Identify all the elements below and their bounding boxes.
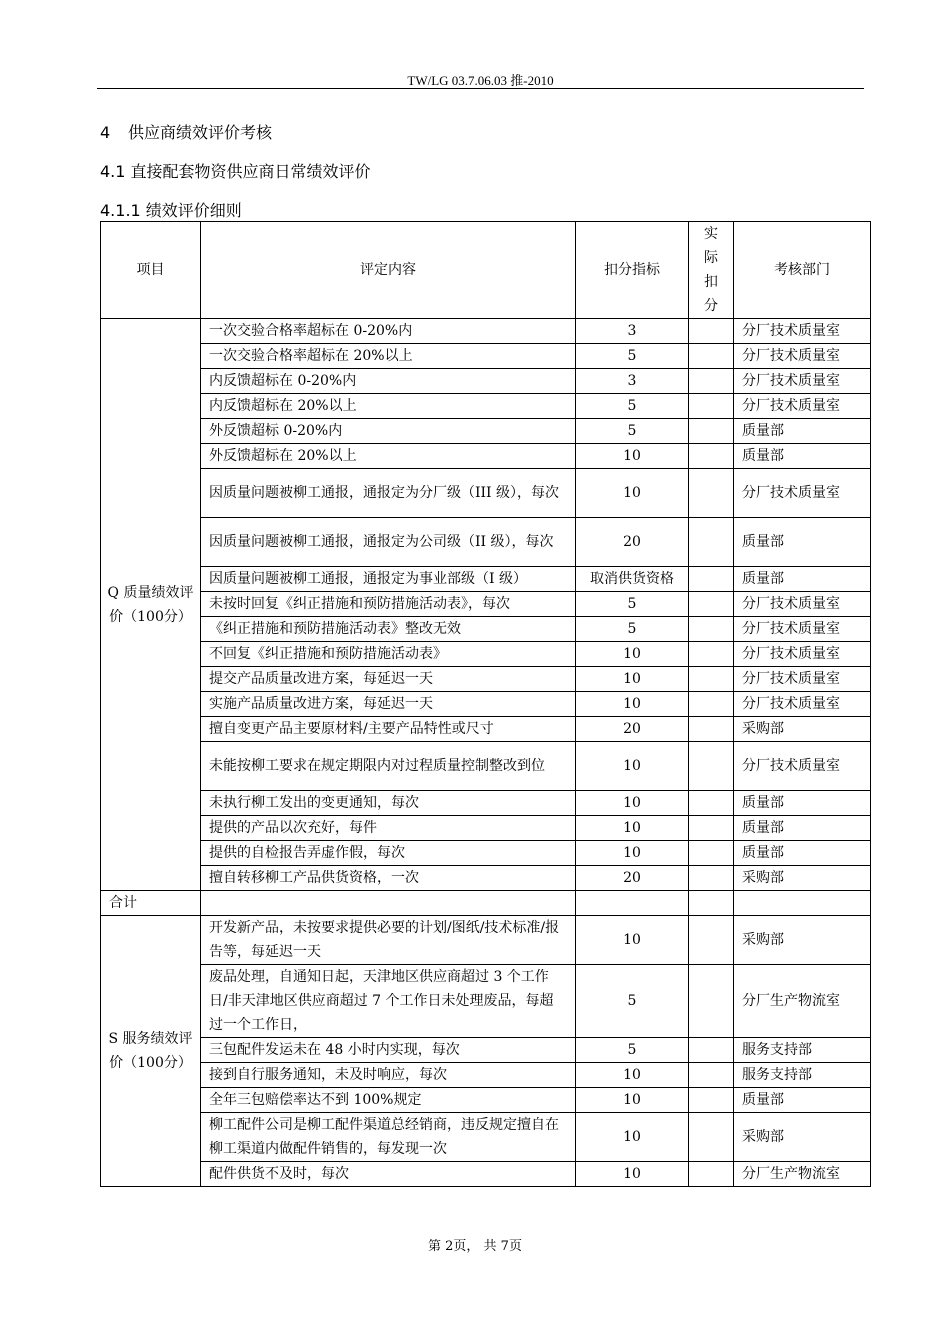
criteria-cell: 内反馈超标在 20%以上 bbox=[201, 394, 576, 419]
actual-deduct-cell bbox=[689, 444, 734, 469]
table-row bbox=[101, 816, 871, 841]
criteria-cell: 不回复《纠正措施和预防措施活动表》 bbox=[201, 642, 576, 667]
department-cell: 采购部 bbox=[734, 717, 871, 742]
points-cell: 10 bbox=[576, 816, 689, 841]
criteria-cell: 实施产品质量改进方案，每延迟一天 bbox=[201, 692, 576, 717]
criteria-cell: 外反馈超标 0-20%内 bbox=[201, 419, 576, 444]
department-cell: 服务支持部 bbox=[734, 1063, 871, 1088]
header-deduct-index: 扣分指标 bbox=[576, 222, 689, 319]
points-cell: 3 bbox=[576, 319, 689, 344]
actual-deduct-cell bbox=[689, 1113, 734, 1162]
table-row bbox=[101, 394, 871, 419]
table-row bbox=[101, 717, 871, 742]
section-title: 供应商绩效评价考核 bbox=[128, 123, 273, 142]
department-cell: 分厂技术质量室 bbox=[734, 742, 871, 791]
table-row bbox=[101, 642, 871, 667]
header-department: 考核部门 bbox=[734, 222, 871, 319]
section-label-cell: S 服务绩效评价（100分） bbox=[101, 916, 201, 1187]
criteria-cell: 内反馈超标在 0-20%内 bbox=[201, 369, 576, 394]
actual-deduct-cell bbox=[689, 1162, 734, 1187]
points-cell: 10 bbox=[576, 791, 689, 816]
actual-deduct-cell bbox=[689, 518, 734, 567]
points-cell: 3 bbox=[576, 369, 689, 394]
department-cell: 分厂技术质量室 bbox=[734, 344, 871, 369]
table-row bbox=[101, 344, 871, 369]
criteria-cell: 开发新产品，未按要求提供必要的计划/图纸/技术标准/报告等，每延迟一天 bbox=[201, 916, 576, 965]
header-item: 项目 bbox=[101, 222, 201, 319]
points-cell: 10 bbox=[576, 444, 689, 469]
department-cell: 服务支持部 bbox=[734, 1038, 871, 1063]
table-row bbox=[101, 592, 871, 617]
actual-deduct-cell bbox=[689, 717, 734, 742]
department-cell: 分厂技术质量室 bbox=[734, 667, 871, 692]
department-cell: 质量部 bbox=[734, 567, 871, 592]
table-row bbox=[101, 1063, 871, 1088]
section-number: 4 bbox=[100, 123, 111, 142]
department-cell: 采购部 bbox=[734, 1113, 871, 1162]
table-row bbox=[101, 1162, 871, 1187]
points-cell: 20 bbox=[576, 518, 689, 567]
actual-deduct-cell bbox=[689, 667, 734, 692]
table-row bbox=[101, 791, 871, 816]
points-cell: 10 bbox=[576, 692, 689, 717]
header-actual-deduct-label: 实 际 扣 分 bbox=[704, 226, 718, 314]
criteria-cell: 三包配件发运未在 48 小时内实现，每次 bbox=[201, 1038, 576, 1063]
table-header-row bbox=[101, 222, 871, 319]
actual-deduct-cell bbox=[689, 791, 734, 816]
actual-deduct-cell bbox=[689, 742, 734, 791]
criteria-cell: 一次交验合格率超标在 20%以上 bbox=[201, 344, 576, 369]
actual-deduct-cell bbox=[689, 419, 734, 444]
header-actual-deduct bbox=[689, 222, 734, 319]
subsection-heading: 4.1 直接配套物资供应商日常绩效评价 bbox=[100, 162, 371, 181]
subtotal-row bbox=[101, 891, 871, 916]
criteria-cell: 未执行柳工发出的变更通知，每次 bbox=[201, 791, 576, 816]
section-label-cell: Q 质量绩效评价（100分） bbox=[101, 319, 201, 891]
criteria-cell: 全年三包赔偿率达不到 100%规定 bbox=[201, 1088, 576, 1113]
points-cell: 10 bbox=[576, 1113, 689, 1162]
actual-deduct-cell bbox=[689, 344, 734, 369]
table-row bbox=[101, 667, 871, 692]
table-row bbox=[101, 916, 871, 965]
criteria-cell: 未能按柳工要求在规定期限内对过程质量控制整改到位 bbox=[201, 742, 576, 791]
criteria-cell: 提交产品质量改进方案，每延迟一天 bbox=[201, 667, 576, 692]
department-cell: 分厂技术质量室 bbox=[734, 692, 871, 717]
department-cell: 分厂技术质量室 bbox=[734, 469, 871, 518]
department-cell: 分厂生产物流室 bbox=[734, 965, 871, 1038]
criteria-cell: 因质量问题被柳工通报，通报定为公司级（II 级），每次 bbox=[201, 518, 576, 567]
department-cell: 采购部 bbox=[734, 916, 871, 965]
subtotal-empty-cell bbox=[576, 891, 689, 916]
table-row bbox=[101, 692, 871, 717]
header-divider bbox=[97, 88, 864, 89]
table-row bbox=[101, 444, 871, 469]
actual-deduct-cell bbox=[689, 1038, 734, 1063]
criteria-cell: 柳工配件公司是柳工配件渠道总经销商，违反规定擅自在柳工渠道内做配件销售的，每发现一次 bbox=[201, 1113, 576, 1162]
points-cell: 10 bbox=[576, 469, 689, 518]
points-cell: 10 bbox=[576, 1162, 689, 1187]
criteria-cell: 擅自变更产品主要原材料/主要产品特性或尺寸 bbox=[201, 717, 576, 742]
points-cell: 20 bbox=[576, 866, 689, 891]
criteria-cell: 擅自转移柳工产品供货资格，一次 bbox=[201, 866, 576, 891]
points-cell: 10 bbox=[576, 642, 689, 667]
department-cell: 分厂技术质量室 bbox=[734, 394, 871, 419]
points-cell: 5 bbox=[576, 1038, 689, 1063]
table-row bbox=[101, 1113, 871, 1162]
table-row bbox=[101, 419, 871, 444]
subtotal-label: 合计 bbox=[101, 891, 201, 916]
actual-deduct-cell bbox=[689, 1088, 734, 1113]
subtotal-empty-cell bbox=[201, 891, 576, 916]
criteria-cell: 一次交验合格率超标在 0-20%内 bbox=[201, 319, 576, 344]
department-cell: 分厂技术质量室 bbox=[734, 319, 871, 344]
criteria-cell: 接到自行服务通知，未及时响应，每次 bbox=[201, 1063, 576, 1088]
criteria-cell: 废品处理，自通知日起，天津地区供应商超过 3 个工作日/非天津地区供应商超过 7 个工作日未处理废品，每超过一个工作日， bbox=[201, 965, 576, 1038]
points-cell: 5 bbox=[576, 592, 689, 617]
points-cell: 10 bbox=[576, 841, 689, 866]
actual-deduct-cell bbox=[689, 816, 734, 841]
actual-deduct-cell bbox=[689, 369, 734, 394]
department-cell: 质量部 bbox=[734, 518, 871, 567]
actual-deduct-cell bbox=[689, 567, 734, 592]
criteria-cell: 未按时回复《纠正措施和预防措施活动表》，每次 bbox=[201, 592, 576, 617]
department-cell: 质量部 bbox=[734, 419, 871, 444]
table-row bbox=[101, 469, 871, 518]
department-cell: 质量部 bbox=[734, 816, 871, 841]
actual-deduct-cell bbox=[689, 692, 734, 717]
subtotal-empty-cell bbox=[734, 891, 871, 916]
points-cell: 5 bbox=[576, 394, 689, 419]
department-cell: 分厂技术质量室 bbox=[734, 592, 871, 617]
department-cell: 采购部 bbox=[734, 866, 871, 891]
criteria-cell: 提供的产品以次充好，每件 bbox=[201, 816, 576, 841]
points-cell: 20 bbox=[576, 717, 689, 742]
actual-deduct-cell bbox=[689, 394, 734, 419]
points-cell: 5 bbox=[576, 344, 689, 369]
table-row bbox=[101, 567, 871, 592]
actual-deduct-cell bbox=[689, 617, 734, 642]
page-footer: 第 2页， 共 7页 bbox=[428, 1239, 522, 1254]
table-row bbox=[101, 319, 871, 344]
points-cell: 5 bbox=[576, 965, 689, 1038]
actual-deduct-cell bbox=[689, 1063, 734, 1088]
department-cell: 分厂技术质量室 bbox=[734, 369, 871, 394]
subsubsection-heading: 4.1.1 绩效评价细则 bbox=[100, 201, 242, 220]
criteria-cell: 因质量问题被柳工通报，通报定为分厂级（III 级），每次 bbox=[201, 469, 576, 518]
points-cell: 5 bbox=[576, 617, 689, 642]
table-row bbox=[101, 841, 871, 866]
subtotal-empty-cell bbox=[689, 891, 734, 916]
department-cell: 分厂技术质量室 bbox=[734, 642, 871, 667]
table-row bbox=[101, 866, 871, 891]
actual-deduct-cell bbox=[689, 916, 734, 965]
evaluation-table bbox=[100, 221, 871, 1187]
department-cell: 分厂生产物流室 bbox=[734, 1162, 871, 1187]
table-row bbox=[101, 1088, 871, 1113]
points-cell: 取消供货资格 bbox=[576, 567, 689, 592]
actual-deduct-cell bbox=[689, 965, 734, 1038]
criteria-cell: 外反馈超标在 20%以上 bbox=[201, 444, 576, 469]
table-row bbox=[101, 742, 871, 791]
points-cell: 10 bbox=[576, 1063, 689, 1088]
table-row bbox=[101, 965, 871, 1038]
section-heading bbox=[100, 120, 272, 143]
actual-deduct-cell bbox=[689, 592, 734, 617]
header-content: 评定内容 bbox=[201, 222, 576, 319]
table-row bbox=[101, 617, 871, 642]
department-cell: 质量部 bbox=[734, 791, 871, 816]
document-code-header: TW/LG 03.7.06.03 推-2010 bbox=[407, 73, 554, 88]
department-cell: 分厂技术质量室 bbox=[734, 617, 871, 642]
department-cell: 质量部 bbox=[734, 1088, 871, 1113]
table-row bbox=[101, 518, 871, 567]
actual-deduct-cell bbox=[689, 866, 734, 891]
criteria-cell: 提供的自检报告弄虚作假，每次 bbox=[201, 841, 576, 866]
actual-deduct-cell bbox=[689, 642, 734, 667]
criteria-cell: 因质量问题被柳工通报，通报定为事业部级（I 级） bbox=[201, 567, 576, 592]
points-cell: 5 bbox=[576, 419, 689, 444]
department-cell: 质量部 bbox=[734, 444, 871, 469]
points-cell: 10 bbox=[576, 1088, 689, 1113]
actual-deduct-cell bbox=[689, 319, 734, 344]
criteria-cell: 《纠正措施和预防措施活动表》整改无效 bbox=[201, 617, 576, 642]
points-cell: 10 bbox=[576, 742, 689, 791]
criteria-cell: 配件供货不及时，每次 bbox=[201, 1162, 576, 1187]
points-cell: 10 bbox=[576, 667, 689, 692]
actual-deduct-cell bbox=[689, 469, 734, 518]
table-row bbox=[101, 369, 871, 394]
table-row bbox=[101, 1038, 871, 1063]
points-cell: 10 bbox=[576, 916, 689, 965]
actual-deduct-cell bbox=[689, 841, 734, 866]
department-cell: 质量部 bbox=[734, 841, 871, 866]
